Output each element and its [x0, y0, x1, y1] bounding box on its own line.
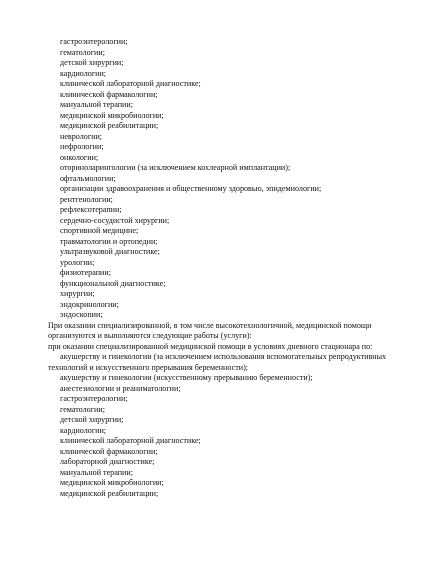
- list-item: детской хирургии;: [60, 415, 124, 424]
- list-item: медицинской микробиологии;: [60, 478, 164, 487]
- list-item: гематологии;: [60, 48, 105, 57]
- list-item-continuation: технологий и искусственного прерывания беременности);: [48, 363, 249, 372]
- list-item: функциональной диагностике;: [60, 279, 166, 288]
- list-item: гематологии;: [60, 405, 105, 414]
- list-item: сердечно-сосудистой хирургии;: [60, 216, 170, 225]
- list-item: травматологии и ортопедии;: [60, 237, 158, 246]
- list-item: рентгенологии;: [60, 195, 113, 204]
- list-item: акушерству и гинекологии (искусственному прерыванию беременности);: [60, 373, 313, 382]
- list-item: медицинской микробиологии;: [60, 111, 164, 120]
- paragraph-line: организуются и выполняются следующие работы (услуги):: [48, 331, 252, 340]
- list-item: урологии;: [60, 258, 95, 267]
- list-item: детской хирургии;: [60, 58, 124, 67]
- list-item: организации здравоохранения и общественному здоровью, эпидемиологии;: [60, 184, 322, 193]
- list-item: клинической фармакологии;: [60, 447, 158, 456]
- list-item: кардиологии;: [60, 69, 107, 78]
- list-item: офтальмологии;: [60, 174, 116, 183]
- list-item: эндокринологии;: [60, 300, 119, 309]
- list-item: клинической фармакологии;: [60, 90, 158, 99]
- list-item: акушерству и гинекологии (за исключением использования вспомогательных репродуктивных: [60, 352, 387, 361]
- list-item: медицинской реабилитации;: [60, 489, 159, 498]
- list-item: мануальной терапии;: [60, 468, 133, 477]
- list-item: медицинской реабилитации;: [60, 121, 159, 130]
- list-item: хирургии;: [60, 289, 95, 298]
- list-item: мануальной терапии;: [60, 100, 133, 109]
- list-item: клинической лабораторной диагностике;: [60, 79, 201, 88]
- list-item: анестезиологии и реаниматологии;: [60, 384, 181, 393]
- list-item: неврологии;: [60, 132, 103, 141]
- list-item: гастроэнтерологии;: [60, 394, 128, 403]
- list-item: физиотерапии;: [60, 268, 111, 277]
- list-item: оториноларингологии (за исключением кохлеарной имплантации);: [60, 163, 291, 172]
- list-item: рефлексотерапии;: [60, 205, 122, 214]
- paragraph-line: При оказании специализированной, в том числе высокотехнологичной, медицинской помощи: [48, 321, 372, 330]
- list-item: нефрологии;: [60, 142, 104, 151]
- list-item: лабораторной диагностике;: [60, 457, 155, 466]
- list-item: эндоскопии;: [60, 310, 103, 319]
- list-item: клинической лабораторной диагностике;: [60, 436, 201, 445]
- list-item: кардиологии;: [60, 426, 107, 435]
- section-subheading: при оказании специализированной медицинской помощи в условиях дневного стационара по:: [48, 342, 373, 351]
- list-item: ультразвуковой диагностике;: [60, 247, 160, 256]
- list-item: спортивной медицине;: [60, 226, 139, 235]
- list-item: гастроэнтерологии;: [60, 37, 128, 46]
- list-item: онкологии;: [60, 153, 99, 162]
